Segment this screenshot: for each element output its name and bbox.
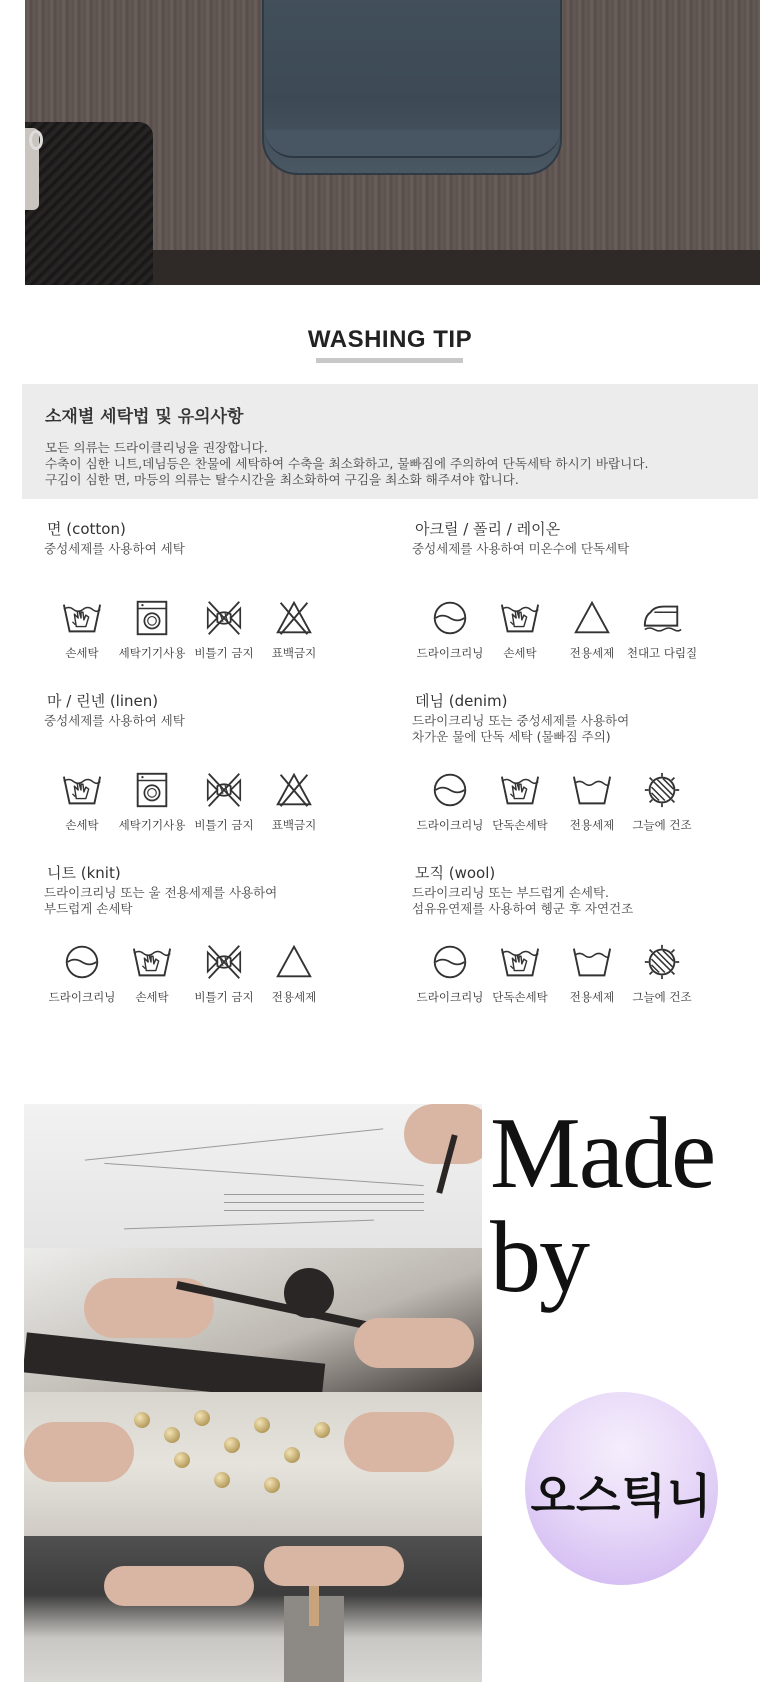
craft-collage (24, 1104, 482, 1682)
no-wring-icon (203, 598, 245, 638)
care-symbol-label: 세탁기기사용 (118, 818, 186, 832)
care-group-title: 니트 (knit) (47, 864, 121, 882)
care-symbol (254, 598, 334, 661)
skirt-hem (265, 130, 560, 158)
care-symbol-label: 전용세제 (569, 818, 615, 832)
care-symbol (184, 942, 264, 1005)
care-symbol-label: 드라이크리닝 (416, 990, 484, 1004)
care-group (412, 864, 752, 1004)
handbag-ring (29, 130, 43, 150)
care-group-desc: 드라이크리닝 또는 중성세제를 사용하여 (412, 713, 630, 728)
care-group-desc: 중성세제를 사용하여 미온수에 단독세탁 (412, 541, 630, 556)
care-group-title: 마 / 린넨 (linen) (47, 692, 159, 710)
sewing-panel (24, 1536, 482, 1682)
care-symbol-label: 단독손세탁 (492, 818, 548, 832)
care-symbol (410, 942, 490, 1005)
care-group-desc: 차가운 물에 단독 세탁 (물빠짐 주의) (412, 729, 611, 744)
made-by-text (490, 1097, 715, 1314)
care-symbol-label: 천대고 다림질 (626, 646, 698, 660)
care-symbol-label: 표백금지 (271, 818, 317, 832)
dry-clean-icon (61, 942, 103, 982)
care-symbol-label: 세탁기기사용 (118, 646, 186, 660)
buttons-panel (24, 1392, 482, 1536)
made-by-line: Made (490, 1097, 715, 1210)
care-symbol-label: 드라이크리닝 (48, 990, 116, 1004)
care-symbol (622, 598, 702, 661)
triangle-icon (571, 598, 613, 638)
care-symbol (184, 598, 264, 661)
care-symbol (42, 942, 122, 1005)
made-by-line: by (490, 1201, 588, 1314)
shade-dry-icon (641, 770, 683, 810)
care-symbol (410, 770, 490, 833)
dry-clean-icon (429, 770, 471, 810)
care-info-title: 소재별 세탁법 및 유의사항 (45, 407, 244, 427)
care-symbol (410, 598, 490, 661)
care-group-desc: 섬유유연제를 사용하여 헹군 후 자연건조 (412, 901, 634, 916)
wash-tub-icon (571, 770, 613, 810)
care-symbol (552, 598, 632, 661)
hand-wash-icon (131, 942, 173, 982)
product-photo (25, 0, 760, 285)
care-symbol (112, 598, 192, 661)
care-symbol-label: 표백금지 (271, 646, 317, 660)
care-symbol-label: 드라이크리닝 (416, 646, 484, 660)
dry-clean-icon (429, 942, 471, 982)
hand-wash-icon (499, 770, 541, 810)
care-group (412, 520, 752, 660)
no-bleach-icon (273, 598, 315, 638)
cutting-panel (24, 1248, 482, 1392)
care-group (44, 692, 384, 832)
care-group (44, 520, 384, 660)
care-group-title: 면 (cotton) (47, 520, 126, 538)
care-group-desc: 중성세제를 사용하여 세탁 (44, 713, 185, 728)
care-symbol-label: 전용세제 (569, 646, 615, 660)
care-symbol (254, 770, 334, 833)
care-icons-row (412, 770, 752, 840)
care-symbol (552, 942, 632, 1005)
care-group-desc: 부드럽게 손세탁 (44, 901, 133, 916)
care-icons-row (412, 598, 752, 668)
shade-dry-icon (641, 942, 683, 982)
dry-clean-icon (429, 598, 471, 638)
washing-machine-icon (131, 598, 173, 638)
care-group (44, 864, 384, 1004)
care-symbol (254, 942, 334, 1005)
washing-tip-title: WASHING TIP (307, 326, 473, 353)
hand-wash-icon (61, 598, 103, 638)
care-symbol (480, 942, 560, 1005)
hand-wash-icon (499, 942, 541, 982)
care-info-line: 모든 의류는 드라이클리닝을 권장합니다. (45, 440, 268, 455)
care-symbol-label: 전용세제 (271, 990, 317, 1004)
triangle-icon (273, 942, 315, 982)
care-symbol (42, 598, 122, 661)
care-group-title: 아크릴 / 폴리 / 레이온 (415, 520, 561, 538)
care-symbol (184, 770, 264, 833)
brand-name: 오스틱니 (530, 1469, 713, 1523)
no-wring-icon (203, 770, 245, 810)
care-symbol (112, 942, 192, 1005)
title-underline (316, 358, 463, 363)
care-symbol (552, 770, 632, 833)
care-group-title: 모직 (wool) (415, 864, 496, 882)
care-symbol-label: 손세탁 (65, 646, 99, 660)
care-icons-row (44, 598, 384, 668)
care-symbol-label: 비틀기 금지 (194, 818, 254, 832)
care-symbol (480, 770, 560, 833)
care-symbol-label: 손세탁 (503, 646, 537, 660)
care-symbol-label: 그늘에 건조 (632, 818, 692, 832)
care-symbol (42, 770, 122, 833)
iron-icon (641, 598, 683, 638)
care-info-line: 구김이 심한 면, 마등의 의류는 탈수시간을 최소화하여 구김을 최소화 해주셔야 합니다. (45, 472, 519, 487)
care-symbol (480, 598, 560, 661)
care-symbol-label: 드라이크리닝 (416, 818, 484, 832)
care-group-desc: 중성세제를 사용하여 세탁 (44, 541, 185, 556)
care-info-box (22, 384, 758, 499)
hand-wash-icon (61, 770, 103, 810)
care-symbol (622, 770, 702, 833)
care-symbol-label: 비틀기 금지 (194, 646, 254, 660)
care-info-text (45, 440, 758, 488)
care-group-title: 데님 (denim) (415, 692, 508, 710)
washing-machine-icon (131, 770, 173, 810)
care-icons-row (44, 770, 384, 840)
care-symbol-label: 비틀기 금지 (194, 990, 254, 1004)
no-bleach-icon (273, 770, 315, 810)
care-symbol-label: 그늘에 건조 (632, 990, 692, 1004)
care-symbol-label: 전용세제 (569, 990, 615, 1004)
care-symbol (112, 770, 192, 833)
care-group-desc: 드라이크리닝 또는 울 전용세제를 사용하여 (44, 885, 278, 900)
care-icons-row (44, 942, 384, 1012)
care-symbol (622, 942, 702, 1005)
care-info-line: 수축이 심한 니트,데님등은 찬물에 세탁하여 수축을 최소화하고, 물빠짐에 주의하여 단독세탁 하시기 바랍니다. (45, 456, 649, 471)
care-icons-row (412, 942, 752, 1012)
care-symbol-label: 손세탁 (65, 818, 99, 832)
care-symbol-label: 단독손세탁 (492, 990, 548, 1004)
hand-wash-icon (499, 598, 541, 638)
sketch-panel (24, 1104, 482, 1248)
wash-tub-icon (571, 942, 613, 982)
care-symbol-label: 손세탁 (135, 990, 169, 1004)
care-group (412, 692, 752, 832)
care-group-desc: 드라이크리닝 또는 부드럽게 손세탁. (412, 885, 610, 900)
handbag-image (25, 122, 153, 285)
no-wring-icon (203, 942, 245, 982)
